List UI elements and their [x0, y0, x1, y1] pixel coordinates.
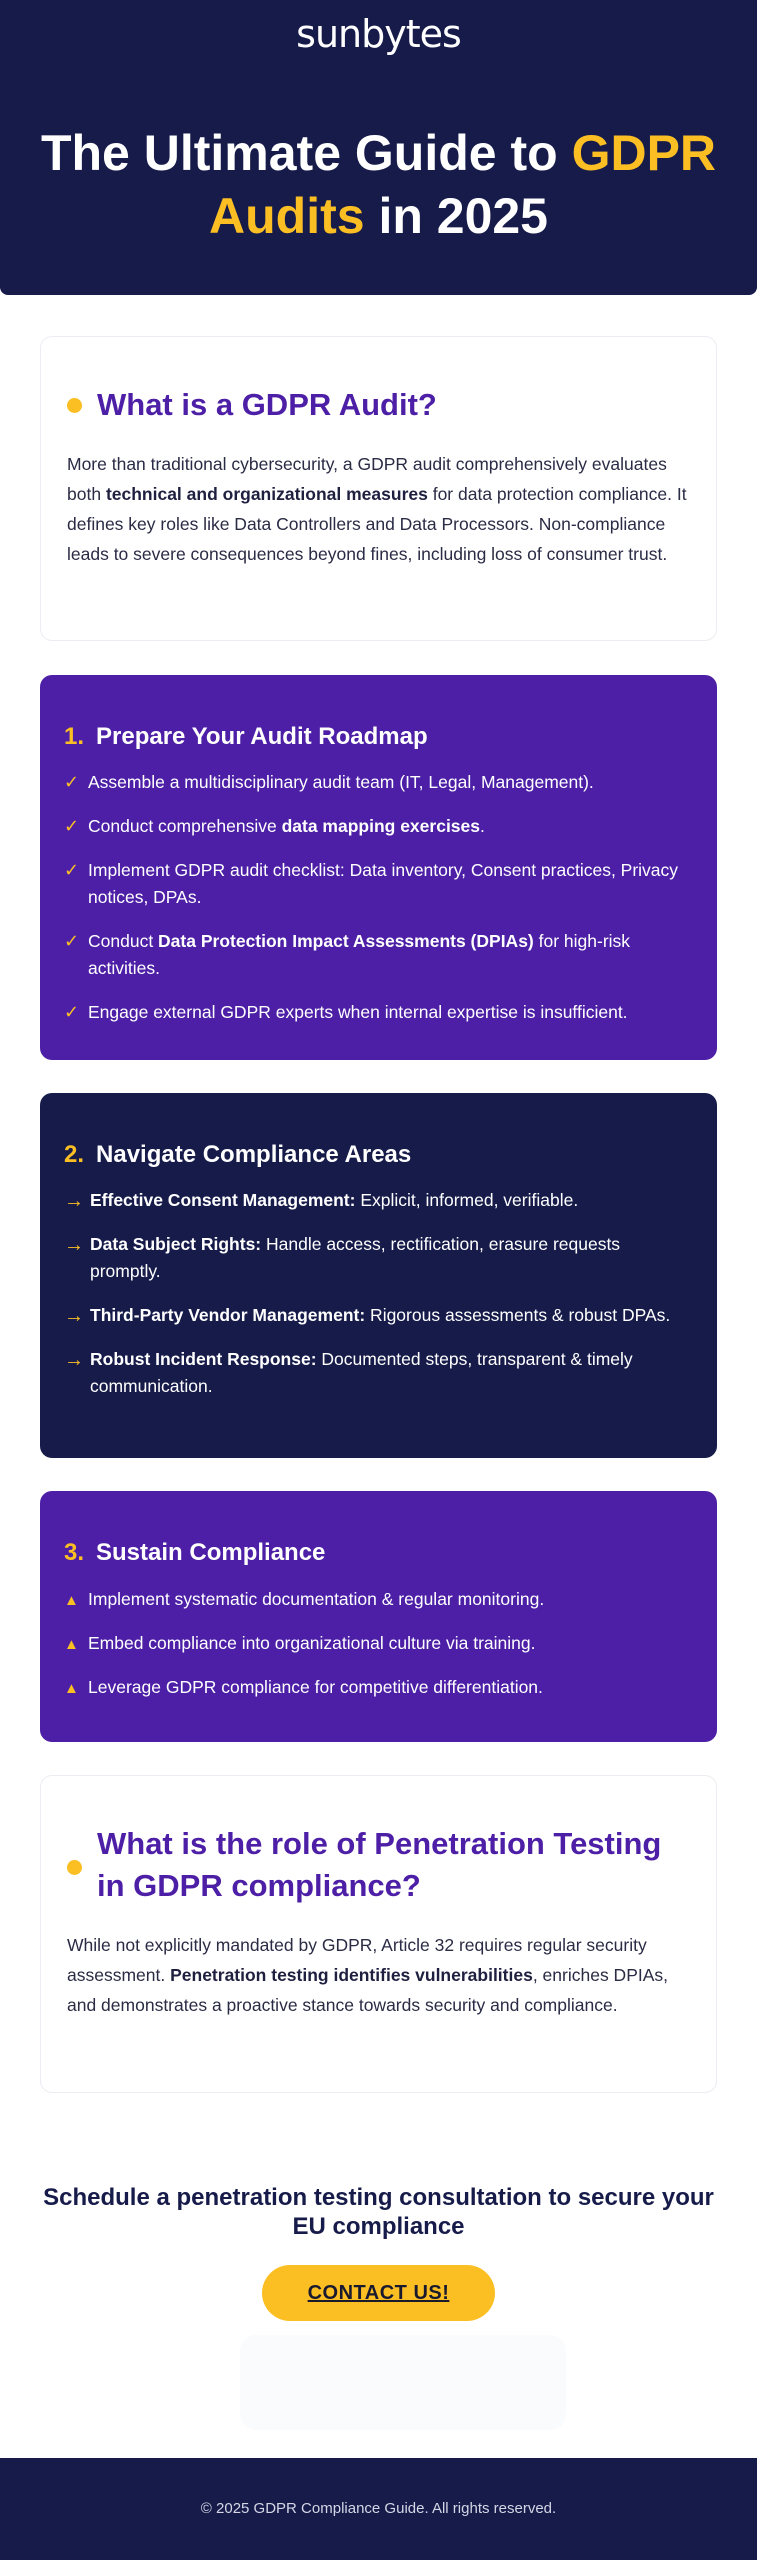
hero-title: [20, 122, 737, 248]
check-icon: ✓: [64, 1002, 80, 1022]
section-number: 2.: [64, 1141, 85, 1168]
about-text-part: for data protection compliance. It defines key roles like Data Controllers and Data Processors. Non-compliance leads to severe consequences beyond fines, including loss of consumer trust.: [67, 484, 687, 564]
triangle-icon: ▲: [64, 1592, 79, 1609]
list-item: [64, 1674, 693, 1701]
hero-title-part2: in 2025: [364, 188, 548, 244]
navigate-list: [64, 1187, 693, 1400]
pentest-text-bold: Penetration testing identifies vulnerabilities: [170, 1965, 533, 1985]
list-item: [64, 1187, 693, 1214]
item-text: Engage external GDPR experts when internal expertise is insufficient.: [88, 1002, 628, 1022]
pentest-text-part: , enriches DPIAs, and demonstrates a proactive stance towards security and compliance.: [67, 1965, 669, 2015]
pentest-card: [40, 1775, 717, 2093]
about-card: [40, 336, 717, 641]
item-text: Explicit, informed, verifiable.: [355, 1190, 579, 1210]
list-item: [64, 1231, 693, 1285]
item-text: Embed compliance into organizational culture via training.: [88, 1633, 536, 1653]
about-title: What is a GDPR Audit?: [97, 387, 437, 422]
triangle-icon: ▲: [64, 1636, 79, 1653]
section-title: Sustain Compliance: [96, 1539, 326, 1566]
copyright-text: © 2025 GDPR Compliance Guide. All rights reserved.: [200, 2500, 557, 2517]
bullet-dot-icon: [67, 398, 82, 413]
item-bold: Effective Consent Management:: [90, 1190, 356, 1210]
list-item: [64, 999, 693, 1026]
item-text: Assemble a multidisciplinary audit team (IT, Legal, Management).: [88, 772, 594, 792]
section-prepare-card: [40, 675, 717, 1060]
section-title: Navigate Compliance Areas: [96, 1141, 412, 1168]
item-bold: data mapping exercises: [281, 816, 480, 836]
contact-us-button[interactable]: CONTACT US!: [262, 2265, 495, 2321]
list-item: [64, 1586, 693, 1613]
section-sustain-card: [40, 1491, 717, 1742]
pentest-text: [67, 1930, 690, 2020]
about-heading: [67, 384, 690, 426]
section-number: 3.: [64, 1539, 85, 1566]
item-text: Conduct comprehensive: [88, 816, 282, 836]
check-icon: ✓: [64, 860, 80, 880]
section-navigate-heading: [64, 1141, 411, 1169]
section-prepare-heading: [64, 723, 428, 751]
list-item: [64, 1302, 693, 1329]
item-text: Rigorous assessments & robust DPAs.: [365, 1305, 671, 1325]
list-item: [64, 1346, 693, 1400]
check-icon: ✓: [64, 772, 80, 792]
item-text: for high-risk activities.: [88, 931, 631, 978]
section-sustain-heading: [64, 1539, 325, 1567]
pentest-text-part: While not explicitly mandated by GDPR, Article 32 requires regular security assessment.: [67, 1935, 647, 1985]
check-icon: ✓: [64, 816, 80, 836]
item-bold: Third-Party Vendor Management:: [90, 1305, 366, 1325]
item-text: .: [480, 816, 485, 836]
about-text-part: More than traditional cybersecurity, a GDPR audit comprehensively evaluates both: [67, 454, 667, 504]
list-item: [64, 769, 693, 796]
item-bold: Data Subject Rights:: [90, 1234, 262, 1254]
sunbytes-logo[interactable]: sunbytes: [296, 12, 461, 56]
cta-heading: Schedule a penetration testing consultation to secure your EU compliance: [43, 2184, 714, 2240]
list-item: [64, 1630, 693, 1657]
about-text: [67, 449, 690, 569]
arrow-right-icon: →: [64, 1234, 84, 1256]
arrow-right-icon: →: [64, 1305, 84, 1327]
check-icon: ✓: [64, 931, 80, 951]
arrow-right-icon: →: [64, 1349, 84, 1371]
arrow-right-icon: →: [64, 1190, 84, 1212]
item-bold: Robust Incident Response:: [90, 1349, 317, 1369]
section-navigate-card: [40, 1093, 717, 1458]
faded-panel: [240, 2335, 566, 2430]
item-text: Documented steps, transparent & timely communication.: [90, 1349, 633, 1396]
pentest-heading: [67, 1823, 690, 1907]
page-header: [0, 0, 757, 295]
item-text: Handle access, rectification, erasure requests promptly.: [90, 1234, 621, 1281]
prepare-list: [64, 769, 693, 1026]
hero-title-highlight: GDPR Audits: [209, 125, 717, 244]
item-bold: Data Protection Impact Assessments (DPIAs): [158, 931, 534, 951]
item-text: Implement systematic documentation & regular monitoring.: [88, 1589, 545, 1609]
about-text-bold: technical and organizational measures: [105, 484, 428, 504]
list-item: [64, 857, 693, 911]
item-text: Leverage GDPR compliance for competitive differentiation.: [88, 1677, 543, 1697]
item-text: Implement GDPR audit checklist: Data inventory, Consent practices, Privacy notices, DPAs.: [88, 860, 679, 907]
list-item: [64, 813, 693, 840]
section-title: Prepare Your Audit Roadmap: [96, 723, 428, 750]
pentest-title: What is the role of Penetration Testing in GDPR compliance?: [97, 1826, 662, 1903]
triangle-icon: ▲: [64, 1680, 79, 1697]
sustain-list: [64, 1586, 693, 1701]
bullet-dot-icon: [67, 1860, 82, 1875]
page-footer: [0, 2458, 757, 2560]
list-item: [64, 928, 693, 982]
item-text: Conduct: [88, 931, 159, 951]
section-number: 1.: [64, 723, 85, 750]
hero-title-part1: The Ultimate Guide to: [40, 125, 572, 181]
